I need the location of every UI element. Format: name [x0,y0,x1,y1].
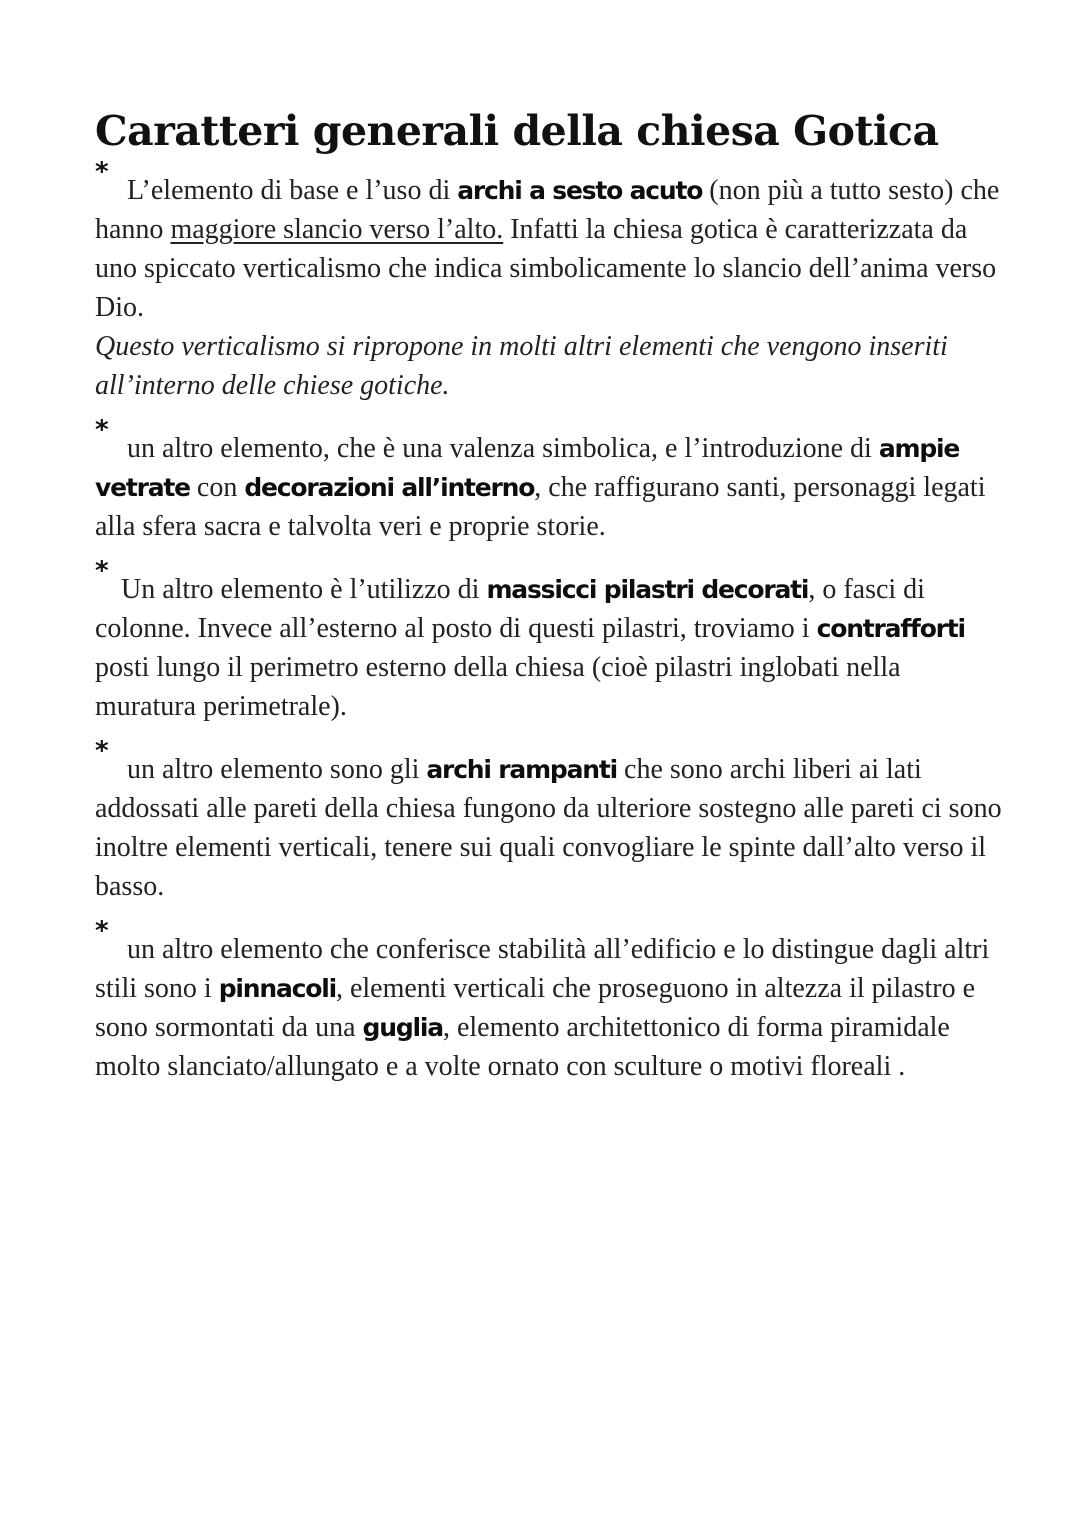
section-text: un altro elemento, che è una valenza simbolica, e l’introduzione di ampie vetrate con decorazioni all’interno, che raffigurano santi, personaggi legati alla sfera sacra e talvolta veri e proprie storie. [95,433,986,542]
asterisk-icon: * [95,556,109,586]
section-text: un altro elemento sono gli archi rampanti che sono archi liberi ai lati addossati alle pareti della chiesa fungono da ulteriore sostegno alle pareti ci sono inoltre elementi verticali, tenere sui quali convogliare le spinte dall’alto verso il basso. [95,754,1002,902]
document-page [95,105,1005,1104]
keyword: guglia [362,1013,443,1042]
keyword: massicci pilastri decorati [486,575,809,604]
keyword: archi rampanti [426,755,618,784]
section-pinnacles [95,916,1005,1086]
keyword: decorazioni all’interno [244,473,535,502]
asterisk-icon: * [95,916,109,946]
keyword: contrafforti [816,614,965,643]
section-text: Un altro elemento è l’utilizzo di massicci pilastri decorati, o fasci di colonne. Invece all’esterno al posto di questi pilastri, troviamo i contrafforti posti lungo il perimetro esterno della chiesa (cioè pilastri inglobati nella muratura perimetrale). [95,574,965,722]
asterisk-icon: * [95,415,109,445]
section-text: un altro elemento che conferisce stabilità all’edificio e lo distingue dagli altri stili sono i pinnacoli, elementi verticali che proseguono in altezza il pilastro e sono sormontati da una guglia, elemento architettonico di forma piramidale molto slanciato/allungato e a volte ornato con sculture o motivi floreali . [95,934,990,1082]
section-windows [95,415,1005,546]
keyword: pinnacoli [218,974,336,1003]
section-text: L’elemento di base e l’uso di archi a sesto acuto (non più a tutto sesto) che hanno maggiore slancio verso l’alto. Infatti la chiesa gotica è caratterizzata da uno spiccato verticalismo che indica simbolicamente lo slancio dell’anima verso Dio. [95,175,1000,323]
section-pillars [95,556,1005,726]
underlined-phrase: maggiore slancio verso l’alto. [170,214,504,245]
asterisk-icon: * [95,157,109,187]
asterisk-icon: * [95,736,109,766]
keyword: archi a sesto acuto [457,176,703,205]
page-title: Caratteri generali della chiesa Gotica [95,107,939,155]
keyword: ampie vetrate [95,434,960,502]
section-flying-buttresses [95,736,1005,906]
italic-note: Questo verticalismo si ripropone in molti altri elementi che vengono inseriti all’interno delle chiese gotiche. [95,331,948,401]
section-arches [95,157,1005,405]
